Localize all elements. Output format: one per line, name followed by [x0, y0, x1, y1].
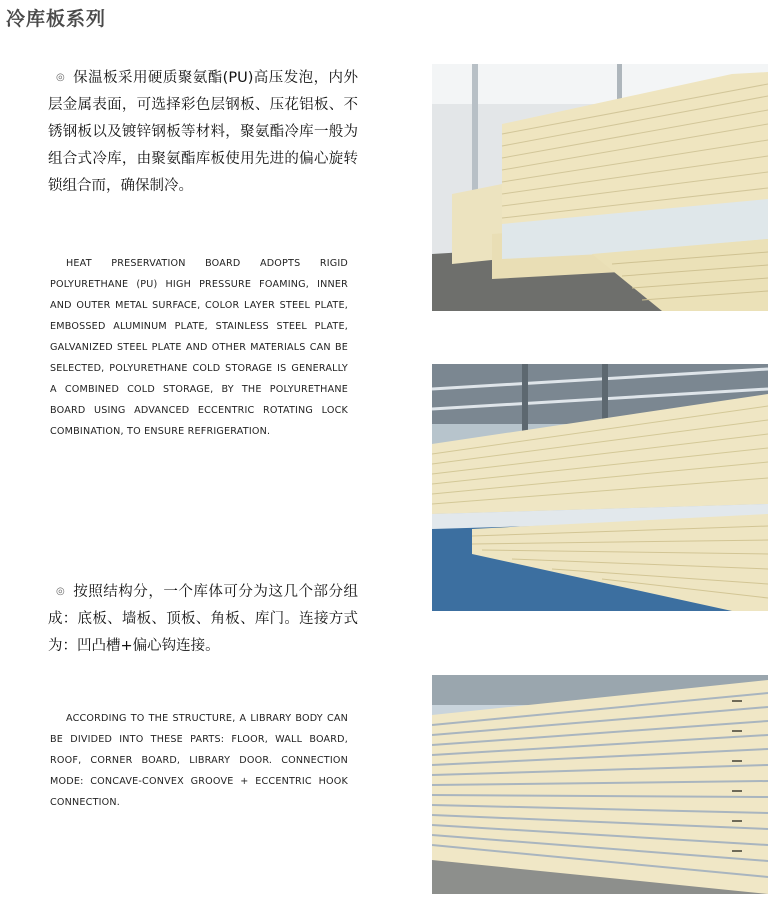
section-2-english-text: ACCORDING TO THE STRUCTURE, A LIBRARY BODY CAN BE DIVIDED INTO THESE PARTS: FLOOR, WALL BOARD, ROOF, CORNER BOARD, LIBRARY DOOR. CONNECTION MODE: CONCAVE-CONVEX GROOVE + ECCENTRIC HOOK CONNECTION. — [50, 713, 348, 808]
section-2-chinese-text: 按照结构分，一个库体可分为这几个部分组成：底板、墙板、顶板、角板、库门。连接方式为：凹凸槽+偏心钩连接。 — [48, 584, 358, 654]
section-1-chinese-text: 保温板采用硬质聚氨酯(PU)高压发泡，内外层金属表面，可选择彩色层钢板、压花铝板、不锈钢板以及镀锌钢板等材料，聚氨酯冷库一般为组合式冷库，由聚氨酯库板使用先进的偏心旋转锁组合而，确保制冷。 — [48, 70, 358, 194]
bullet-icon: ◎ — [56, 72, 65, 83]
panel-stack-photo-1 — [432, 64, 768, 311]
panel-stack-photo-2 — [432, 364, 768, 611]
panel-stack-photo-3 — [432, 675, 768, 894]
page-title: 冷库板系列 — [6, 8, 107, 30]
section-1-chinese-paragraph — [48, 64, 358, 200]
section-1-english-paragraph — [50, 253, 348, 442]
section-2-chinese-paragraph — [48, 578, 358, 660]
section-1-english-text: HEAT PRESERVATION BOARD ADOPTS RIGID POLYURETHANE (PU) HIGH PRESSURE FOAMING, INNER AND OUTER METAL SURFACE, COLOR LAYER STEEL PLATE, EMBOSSED ALUMINUM PLATE, STAINLESS STEEL PLATE, GALVANIZED STEEL PLATE AND OTHER MATERIALS CAN BE SELECTED, POLYURETHANE COLD STORAGE IS GENERALLY A COMBINED COLD STORAGE, BY THE POLYURETHANE BOARD USING ADVANCED ECCENTRIC ROTATING LOCK COMBINATION, TO ENSURE REFRIGERATION. — [50, 258, 348, 437]
bullet-icon: ◎ — [56, 586, 65, 597]
section-2-english-paragraph — [50, 708, 348, 813]
